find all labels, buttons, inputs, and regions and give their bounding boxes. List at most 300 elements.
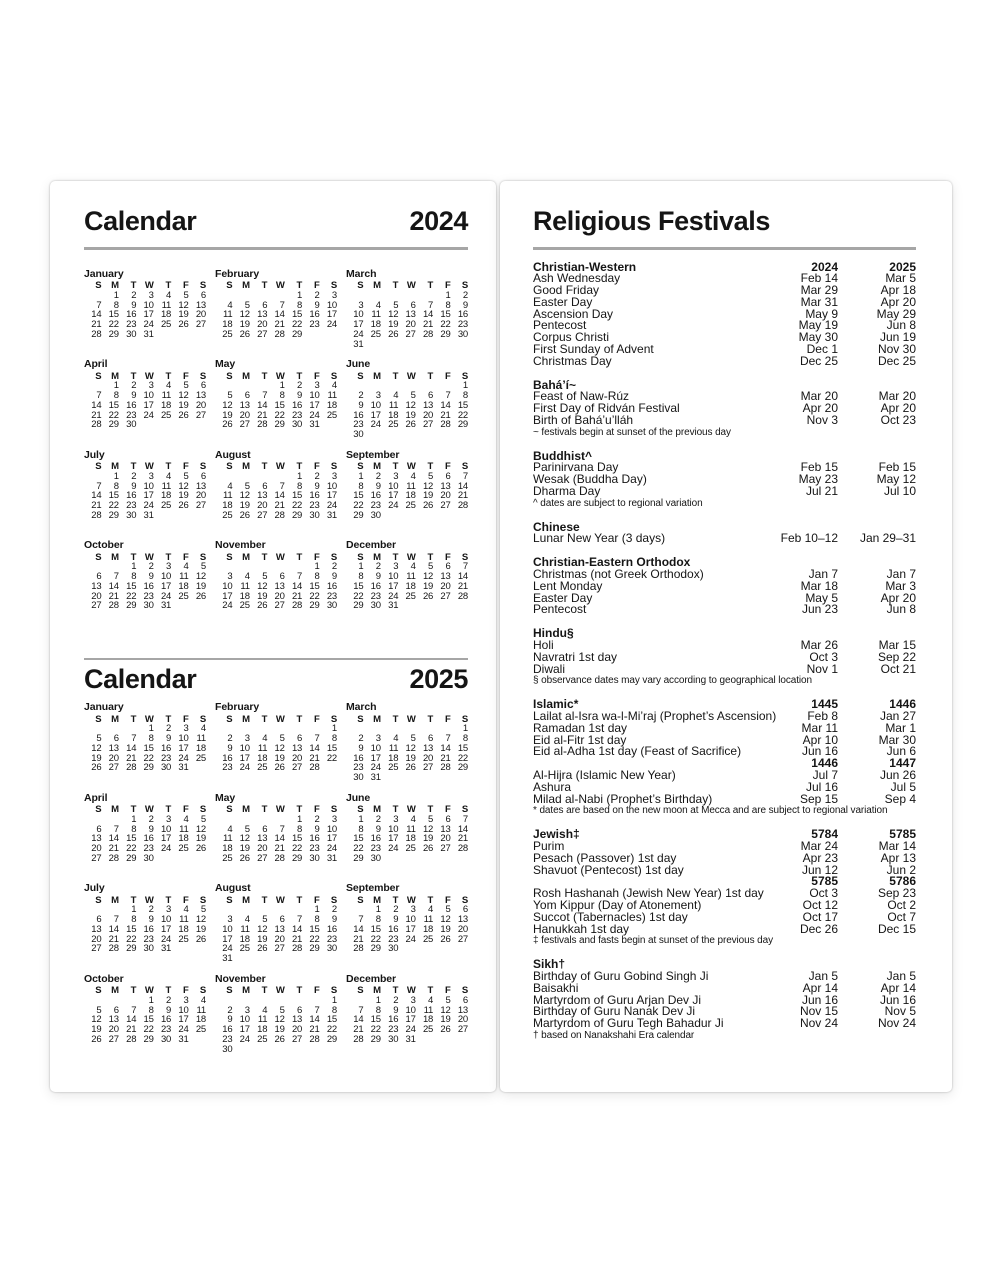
day-cell: 23 xyxy=(309,319,320,331)
weekday-header: M xyxy=(111,280,119,291)
day-cell: 2 xyxy=(227,1004,233,1016)
weekday-header: T xyxy=(261,551,268,563)
day-cell: 16 xyxy=(370,833,381,845)
festival-name: Shavuot (Pentecost) 1st day xyxy=(533,862,684,877)
day-cell: 22 xyxy=(291,843,303,855)
day-cell: 1 xyxy=(131,561,137,573)
day-cell: 13 xyxy=(108,1014,119,1026)
date-2025: Oct 2 xyxy=(887,897,916,912)
weekday-header: W xyxy=(275,713,285,725)
day-cell: 15 xyxy=(326,1014,337,1026)
day-cell: 24 xyxy=(222,600,233,612)
festival-row xyxy=(533,533,916,545)
date-2025: Nov 24 xyxy=(877,1016,916,1031)
month-name: March xyxy=(346,701,377,713)
day-cell: 1 xyxy=(297,470,303,482)
festival-name: Eid al-Fitr 1st day xyxy=(533,732,627,747)
day-cell: 14 xyxy=(353,1014,364,1026)
day-cell: 20 xyxy=(457,923,468,935)
calendar-2025-header xyxy=(84,665,468,694)
weekday-header: M xyxy=(242,370,250,382)
day-cell: 7 xyxy=(279,823,285,835)
day-cell: 6 xyxy=(262,480,268,492)
day-cell: 14 xyxy=(291,923,303,935)
day-cell: 31 xyxy=(405,1033,416,1045)
date-2024: Sep 15 xyxy=(799,791,838,806)
date-2024: Oct 17 xyxy=(802,909,838,924)
day-cell: 25 xyxy=(222,852,233,864)
day-cell: 21 xyxy=(457,833,468,845)
weekday-header: T xyxy=(427,804,434,815)
day-cell: 23 xyxy=(143,590,154,602)
day-cell: 23 xyxy=(457,319,468,331)
festival-row xyxy=(533,1018,916,1030)
day-cell: 10 xyxy=(160,823,172,835)
weekday-header: M xyxy=(111,370,119,382)
day-cell: 13 xyxy=(422,742,434,754)
day-cell: 20 xyxy=(291,1024,303,1036)
day-cell: 5 xyxy=(445,994,451,1006)
day-cell: 11 xyxy=(222,309,233,321)
weekday-header: W xyxy=(406,713,416,725)
day-cell: 30 xyxy=(291,419,303,431)
weekday-header: S xyxy=(330,280,337,291)
day-cell: 20 xyxy=(239,409,250,421)
weekday-header: T xyxy=(296,280,303,291)
day-cell: 30 xyxy=(143,600,154,612)
date-2025: Jun 26 xyxy=(879,767,916,782)
weekday-header: W xyxy=(144,804,154,815)
day-cell: 6 xyxy=(462,904,468,916)
day-cell: 25 xyxy=(222,509,233,521)
weekday-header: S xyxy=(199,713,206,725)
day-cell: 8 xyxy=(375,914,381,926)
day-cell: 31 xyxy=(370,772,381,784)
month-grid xyxy=(84,805,206,864)
day-cell: 15 xyxy=(108,399,119,411)
day-cell: 3 xyxy=(244,1004,250,1016)
day-cell: 5 xyxy=(200,561,206,573)
day-cell: 28 xyxy=(353,1033,364,1045)
weekday-header: W xyxy=(144,713,154,725)
day-cell: 18 xyxy=(326,399,337,411)
day-cell: 29 xyxy=(291,328,303,340)
day-cell: 17 xyxy=(405,923,416,935)
day-cell: 7 xyxy=(279,299,285,311)
festival-row xyxy=(533,306,916,321)
day-cell: 19 xyxy=(222,409,233,421)
day-cell: 30 xyxy=(370,509,381,521)
day-cell: 3 xyxy=(375,390,381,402)
day-cell: 11 xyxy=(161,480,172,492)
festival-section xyxy=(533,699,916,817)
day-cell: 20 xyxy=(274,933,285,945)
day-cell: 1 xyxy=(331,994,337,1006)
month-name: October xyxy=(84,539,124,551)
day-cell: 6 xyxy=(279,914,285,926)
day-cell: 3 xyxy=(183,723,189,735)
date-2025: Sep 23 xyxy=(877,886,916,901)
day-cell: 11 xyxy=(406,480,416,492)
day-cell: 17 xyxy=(222,933,233,945)
month-grid xyxy=(346,553,468,612)
weekday-header: T xyxy=(427,461,434,472)
date-2024: Oct 12 xyxy=(802,897,838,912)
date-2025: Jan 5 xyxy=(886,968,916,983)
date-2024: Feb 8 xyxy=(807,709,838,723)
weekday-header: M xyxy=(373,461,381,472)
day-cell: 7 xyxy=(279,480,285,492)
weekday-header: T xyxy=(261,461,268,472)
day-cell: 29 xyxy=(291,509,303,521)
day-cell: 25 xyxy=(405,590,416,602)
day-cell: 1 xyxy=(331,723,337,735)
day-cell: 9 xyxy=(358,399,364,411)
day-cell: 5 xyxy=(428,813,434,825)
day-cell: 8 xyxy=(148,733,154,745)
day-cell: 18 xyxy=(195,742,206,754)
day-cell: 15 xyxy=(309,923,320,935)
section-heading: Hindu§ xyxy=(533,626,574,641)
day-cell: 10 xyxy=(222,580,233,592)
date-2025: Apr 20 xyxy=(880,294,916,309)
day-cell: 25 xyxy=(195,752,206,764)
date-2025: Jan 29–31 xyxy=(859,531,916,546)
festival-row xyxy=(533,661,916,676)
day-cell: 5 xyxy=(200,813,206,825)
day-cell: 2 xyxy=(131,289,137,301)
month-name: November xyxy=(215,972,266,985)
date-2024: Jun 16 xyxy=(801,744,838,759)
date-2024: Oct 3 xyxy=(809,649,838,664)
festival-name: Christmas Day xyxy=(533,353,612,368)
day-cell: 25 xyxy=(422,933,434,945)
day-cell: 6 xyxy=(428,390,434,402)
weekday-header: T xyxy=(392,804,399,815)
day-cell: 28 xyxy=(108,943,119,955)
day-cell: 11 xyxy=(406,571,416,583)
weekday-header: T xyxy=(261,985,268,996)
day-cell: 12 xyxy=(222,399,233,411)
weekday-header: T xyxy=(427,280,434,291)
day-cell: 12 xyxy=(195,823,206,835)
day-cell: 21 xyxy=(274,843,285,855)
day-cell: 26 xyxy=(178,409,189,421)
festival-row xyxy=(533,486,916,498)
festival-row xyxy=(533,767,916,782)
day-cell: 4 xyxy=(331,380,337,392)
day-cell: 18 xyxy=(160,309,172,321)
day-cell: 19 xyxy=(239,319,250,331)
month-name: April xyxy=(84,358,108,370)
day-cell: 29 xyxy=(370,943,381,955)
weekday-header: F xyxy=(444,713,451,725)
weekday-header: M xyxy=(242,713,250,725)
day-cell: 30 xyxy=(222,1043,233,1055)
day-cell: 18 xyxy=(222,319,233,331)
month-july xyxy=(84,883,206,974)
month-name: March xyxy=(346,267,377,280)
date-2025: Apr 20 xyxy=(880,590,916,605)
month-march xyxy=(346,702,468,793)
festival-name: Lailat al-Isra wa-l-Mi’raj (Prophet’s Ascension) xyxy=(533,709,777,723)
day-cell: 20 xyxy=(91,843,102,855)
weekday-header: F xyxy=(444,551,451,563)
weekday-header: W xyxy=(275,985,285,996)
day-cell: 4 xyxy=(244,914,250,926)
weekday-header: S xyxy=(357,804,364,815)
day-cell: 19 xyxy=(388,319,399,331)
date-2025: Jun 6 xyxy=(886,744,916,759)
month-grid xyxy=(215,805,337,864)
month-name: June xyxy=(346,791,371,804)
date-2024: Apr 14 xyxy=(802,980,838,995)
day-cell: 24 xyxy=(388,500,399,512)
day-cell: 23 xyxy=(126,319,137,331)
day-cell: 26 xyxy=(274,762,285,774)
day-cell: 6 xyxy=(462,994,468,1006)
festival-row xyxy=(533,968,916,983)
day-cell: 27 xyxy=(257,328,268,340)
day-cell: 26 xyxy=(257,943,268,955)
weekday-header: T xyxy=(392,894,399,906)
day-cell: 19 xyxy=(91,752,102,764)
day-cell: 9 xyxy=(227,1014,233,1026)
day-cell: 15 xyxy=(457,742,468,754)
festival-name: Purim xyxy=(533,838,565,853)
day-cell: 22 xyxy=(353,590,364,602)
day-cell: 21 xyxy=(422,319,434,331)
weekday-header: W xyxy=(406,985,416,996)
day-cell: 13 xyxy=(440,571,451,583)
day-cell: 31 xyxy=(326,509,337,521)
date-2025: Jan 7 xyxy=(886,567,916,582)
date-2024: Jan 7 xyxy=(808,567,838,582)
year-column-1: 5785 xyxy=(811,874,838,889)
day-cell: 9 xyxy=(375,823,381,835)
festival-name: Lent Monday xyxy=(533,578,603,593)
day-cell: 6 xyxy=(445,470,451,482)
date-2025: Oct 21 xyxy=(880,661,916,676)
day-cell: 17 xyxy=(370,752,381,764)
day-cell: 8 xyxy=(462,390,468,402)
day-cell: 1 xyxy=(375,994,381,1006)
day-cell: 16 xyxy=(309,833,320,845)
day-cell: 6 xyxy=(96,914,102,926)
day-cell: 12 xyxy=(440,914,451,926)
day-cell: 6 xyxy=(96,571,102,583)
day-cell: 27 xyxy=(291,762,303,774)
day-cell: 17 xyxy=(326,833,337,845)
festival-section xyxy=(533,557,916,616)
day-cell: 16 xyxy=(126,399,137,411)
weekday-header: T xyxy=(296,985,303,996)
day-cell: 18 xyxy=(257,1024,268,1036)
month-october xyxy=(84,540,206,631)
day-cell: 6 xyxy=(113,733,119,745)
day-cell: 10 xyxy=(160,571,172,583)
festival-row xyxy=(533,415,916,427)
day-cell: 12 xyxy=(239,309,250,321)
month-grid xyxy=(346,372,468,441)
month-name: October xyxy=(84,972,124,985)
day-cell: 1 xyxy=(358,813,364,825)
day-cell: 15 xyxy=(353,490,364,502)
day-cell: 17 xyxy=(326,309,337,321)
day-cell: 5 xyxy=(96,1004,102,1016)
day-cell: 23 xyxy=(222,1033,233,1045)
weekday-header: T xyxy=(130,713,137,725)
day-cell: 4 xyxy=(183,561,189,573)
day-cell: 19 xyxy=(405,752,416,764)
day-cell: 4 xyxy=(428,994,434,1006)
day-cell: 25 xyxy=(160,319,172,331)
date-2025: Mar 1 xyxy=(885,720,916,735)
weekday-header: M xyxy=(111,804,119,815)
day-cell: 17 xyxy=(160,833,172,845)
month-april xyxy=(84,793,206,884)
day-cell: 24 xyxy=(353,328,364,340)
day-cell: 8 xyxy=(113,390,119,402)
day-cell: 8 xyxy=(331,733,337,745)
weekday-header: M xyxy=(111,985,119,996)
day-cell: 8 xyxy=(113,480,119,492)
festival-section xyxy=(533,628,916,687)
festival-name: Birthday of Guru Nanak Dev Ji xyxy=(533,1004,696,1019)
day-cell: 23 xyxy=(353,419,364,431)
day-cell: 17 xyxy=(239,752,250,764)
festival-row xyxy=(533,604,916,616)
festival-name: Pentecost xyxy=(533,602,587,617)
festival-name: First Day of Ridván Festival xyxy=(533,401,680,416)
day-cell: 10 xyxy=(326,823,337,835)
day-cell: 30 xyxy=(143,852,154,864)
weekday-header: T xyxy=(165,804,172,815)
day-cell: 1 xyxy=(445,289,451,301)
date-2024: Nov 3 xyxy=(806,413,838,428)
month-december xyxy=(346,974,468,1065)
day-cell: 10 xyxy=(143,299,154,311)
day-cell: 1 xyxy=(113,470,119,482)
date-2024: Nov 15 xyxy=(799,1004,838,1019)
weekday-header: T xyxy=(392,280,399,291)
day-cell: 10 xyxy=(222,923,233,935)
weekday-header: T xyxy=(261,370,268,382)
day-cell: 31 xyxy=(353,338,364,350)
day-cell: 6 xyxy=(262,299,268,311)
month-march xyxy=(346,269,468,360)
day-cell: 12 xyxy=(422,823,434,835)
day-cell: 24 xyxy=(388,843,399,855)
day-cell: 5 xyxy=(410,733,416,745)
date-2025: Apr 14 xyxy=(880,980,916,995)
day-cell: 3 xyxy=(183,994,189,1006)
day-cell: 24 xyxy=(405,1024,416,1036)
day-cell: 4 xyxy=(410,561,416,573)
weekday-header: F xyxy=(182,804,189,815)
date-2024: Mar 24 xyxy=(800,838,838,853)
day-cell: 4 xyxy=(410,470,416,482)
month-name: December xyxy=(346,972,396,985)
day-cell: 24 xyxy=(388,590,399,602)
weekday-header: W xyxy=(144,461,154,472)
day-cell: 16 xyxy=(222,1024,233,1036)
day-cell: 28 xyxy=(457,500,468,512)
day-cell: 20 xyxy=(195,490,206,502)
weekday-header: S xyxy=(357,280,364,291)
day-cell: 2 xyxy=(393,994,399,1006)
month-grid xyxy=(84,462,206,521)
day-cell: 14 xyxy=(91,309,102,321)
day-cell: 4 xyxy=(262,733,268,745)
day-cell: 15 xyxy=(126,580,137,592)
weekday-header: T xyxy=(261,713,268,725)
weekday-header: S xyxy=(95,894,102,906)
weekday-header: M xyxy=(373,804,381,815)
day-cell: 20 xyxy=(108,1024,119,1036)
day-cell: 4 xyxy=(166,289,172,301)
day-cell: 7 xyxy=(262,390,268,402)
day-cell: 23 xyxy=(309,500,320,512)
festival-name: Dharma Day xyxy=(533,484,601,499)
day-cell: 5 xyxy=(244,299,250,311)
day-cell: 16 xyxy=(126,309,137,321)
date-2025: Jul 10 xyxy=(883,484,916,499)
day-cell: 10 xyxy=(370,742,381,754)
day-cell: 2 xyxy=(393,904,399,916)
year-column-2: 1446 xyxy=(889,697,916,712)
day-cell: 10 xyxy=(388,571,399,583)
day-cell: 20 xyxy=(422,752,434,764)
day-cell: 4 xyxy=(166,470,172,482)
day-cell: 23 xyxy=(143,843,154,855)
day-cell: 24 xyxy=(178,752,189,764)
day-cell: 15 xyxy=(126,923,137,935)
date-2025: Jun 2 xyxy=(886,862,916,877)
day-cell: 22 xyxy=(274,409,285,421)
festival-name: Lunar New Year (3 days) xyxy=(533,531,666,546)
weekday-header: M xyxy=(373,894,381,906)
weekday-header: F xyxy=(313,551,320,563)
month-name: September xyxy=(346,448,400,461)
day-cell: 24 xyxy=(405,933,416,945)
day-cell: 7 xyxy=(358,1004,364,1016)
day-cell: 15 xyxy=(291,490,303,502)
day-cell: 17 xyxy=(326,490,337,502)
day-cell: 16 xyxy=(222,752,233,764)
day-cell: 25 xyxy=(405,500,416,512)
day-cell: 11 xyxy=(423,914,434,926)
date-2024: Jun 23 xyxy=(801,602,838,617)
weekday-header: S xyxy=(461,894,468,906)
festival-name: Christmas (not Greek Orthodox) xyxy=(533,567,704,582)
weekday-header: S xyxy=(226,280,233,291)
day-cell: 7 xyxy=(96,480,102,492)
day-cell: 28 xyxy=(126,762,137,774)
day-cell: 27 xyxy=(457,1024,468,1036)
day-cell: 15 xyxy=(326,742,337,754)
festival-name: Al-Hijra (Islamic New Year) xyxy=(533,767,676,782)
day-cell: 23 xyxy=(160,752,172,764)
date-2025: Mar 5 xyxy=(885,271,916,286)
weekday-header: M xyxy=(373,280,381,291)
day-cell: 9 xyxy=(227,742,233,754)
weekday-header: F xyxy=(313,370,320,382)
day-cell: 13 xyxy=(91,833,102,845)
weekday-header: M xyxy=(242,461,250,472)
day-cell: 27 xyxy=(257,509,268,521)
day-cell: 12 xyxy=(195,914,206,926)
